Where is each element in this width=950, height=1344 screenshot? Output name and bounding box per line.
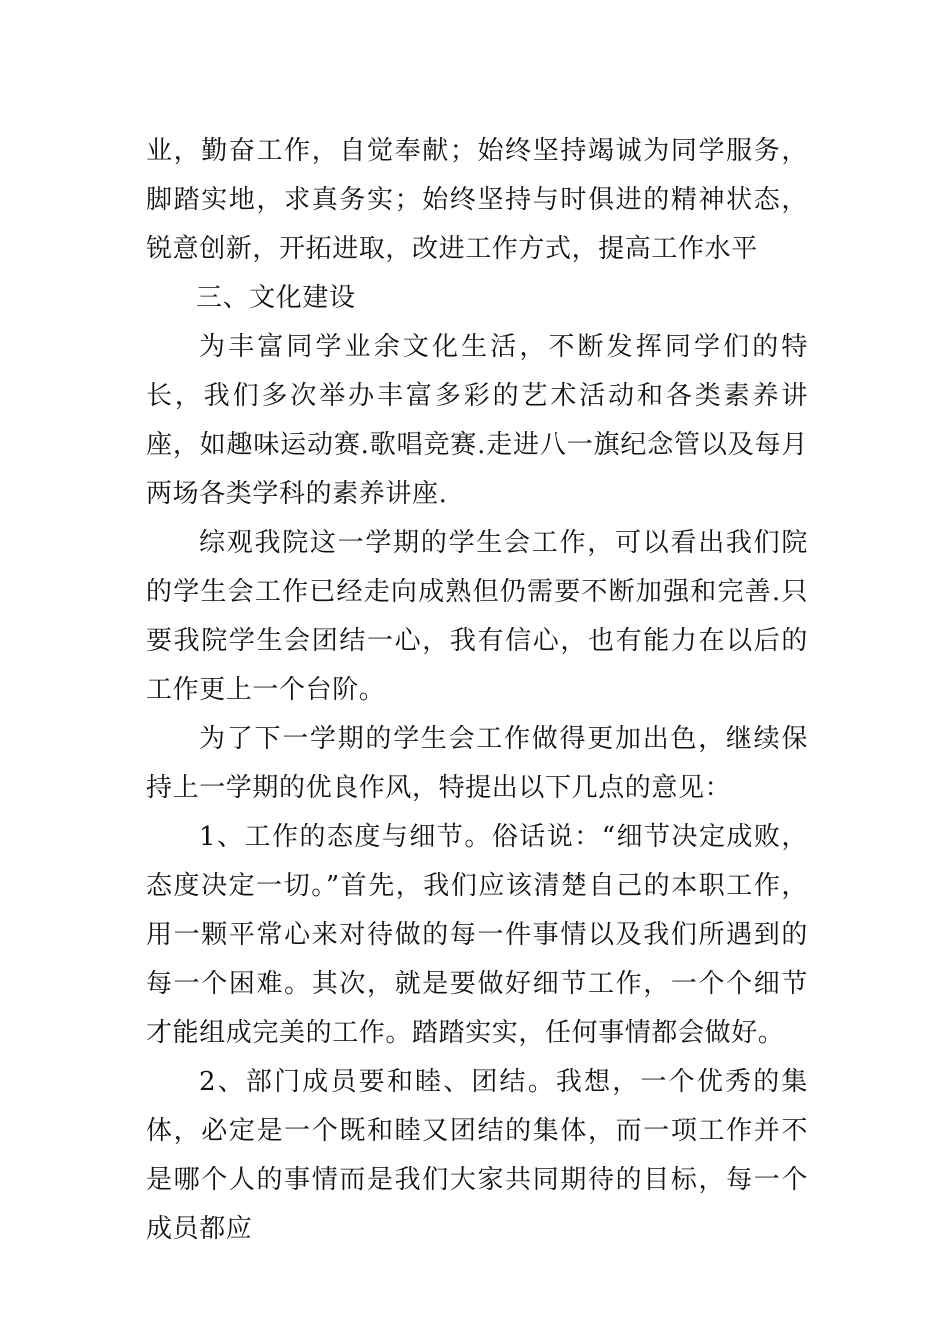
- paragraph-suggestion-1: 1、工作的态度与细节。俗话说：“细节决定成败，态度决定一切。”首先，我们应该清楚自己的本职工作，用一颗平常心来对待做的每一件事情以及我们所遇到的每一个困难。其次，就是要做好细节工作，一个个细节才能组成完美的工作。踏踏实实，任何事情都会做好。: [146, 822, 808, 1048]
- paragraph-suggestions-intro: 为了下一学期的学生会工作做得更加出色，继续保持上一学期的优良作风，特提出以下几点的意见：: [146, 724, 808, 803]
- paragraph-continuation: 业，勤奋工作，自觉奉献；始终坚持竭诚为同学服务，脚踏实地，求真务实；始终坚持与时俱进的精神状态，锐意创新，开拓进取，改进工作方式，提高工作水平: [146, 136, 808, 264]
- section-heading-culture: 三、文化建设: [196, 283, 356, 313]
- document-page: [146, 127, 808, 1254]
- paragraph-culture-activities: 为丰富同学业余文化生活，不断发挥同学们的特长，我们多次举办丰富多彩的艺术活动和各类素养讲座，如趣味运动赛.歌唱竞赛.走进八一旗纪念管以及每月两场各类学科的素养讲座.: [146, 332, 808, 509]
- paragraph-summary: 综观我院这一学期的学生会工作，可以看出我们院的学生会工作已经走向成熟但仍需要不断加强和完善.只要我院学生会团结一心，我有信心，也有能力在以后的工作更上一个台阶。: [146, 528, 808, 705]
- paragraph-suggestion-2: 2、部门成员要和睦、团结。我想，一个优秀的集体，必定是一个既和睦又团结的集体，而一项工作并不是哪个人的事情而是我们大家共同期待的目标，每一个成员都应: [146, 1067, 808, 1244]
